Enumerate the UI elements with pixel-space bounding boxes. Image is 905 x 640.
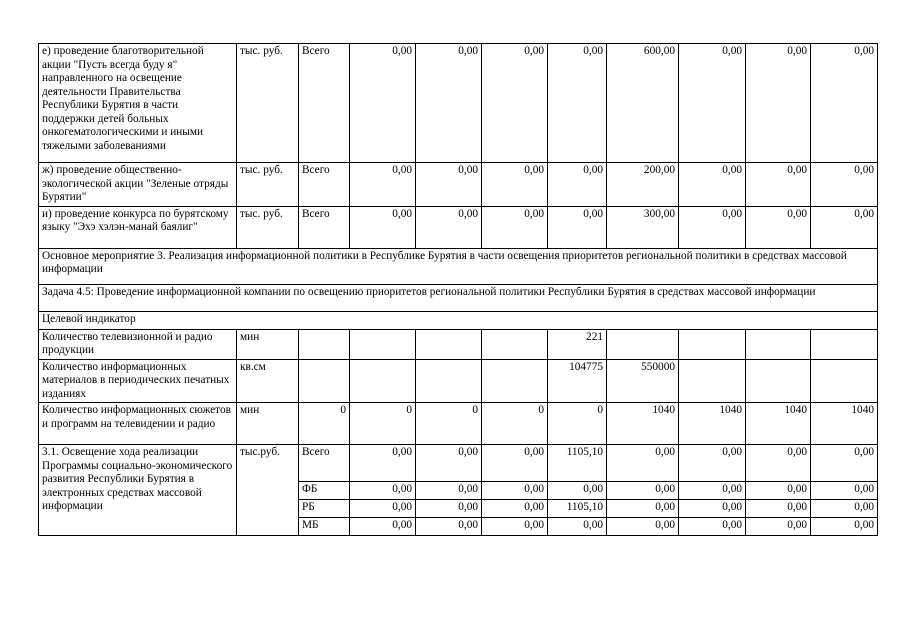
value-cell: 0,00 (746, 163, 811, 207)
measure-name: е) проведение благотворительной акции "Пусть всегда буду я" направленного на освещение деятельности Правительства Республики Бурятия в части поддержки детей больных онкогематологическими и иными тяжелыми заболеваниями (39, 44, 237, 163)
value-cell (679, 329, 746, 359)
value-cell: 0,00 (548, 163, 607, 207)
value-cell: 0,00 (482, 500, 548, 518)
value-cell: 0 (482, 403, 548, 445)
value-cell: 0,00 (811, 482, 878, 500)
value-cell: 0,00 (350, 44, 416, 163)
value-cell: 0,00 (811, 44, 878, 163)
value-cell: 0,00 (679, 163, 746, 207)
value-cell: 0,00 (482, 206, 548, 248)
value-cell: 0,00 (482, 518, 548, 536)
source-cell: ФБ (299, 482, 350, 500)
value-cell (350, 329, 416, 359)
value-cell: 0 (416, 403, 482, 445)
value-cell: 0,00 (548, 44, 607, 163)
value-cell: 0,00 (607, 482, 679, 500)
value-cell: 0,00 (746, 445, 811, 482)
value-cell: 1105,10 (548, 500, 607, 518)
indicator-name: Количество телевизионной и радио продукции (39, 329, 237, 359)
unit-cell: тыс. руб. (237, 44, 299, 163)
value-cell: 0,00 (811, 500, 878, 518)
source-cell: Всего (299, 163, 350, 207)
value-cell: 0,00 (482, 445, 548, 482)
value-cell (811, 329, 878, 359)
value-cell: 0,00 (350, 445, 416, 482)
value-cell: 0,00 (548, 518, 607, 536)
value-cell: 0 (299, 403, 350, 445)
unit-cell: тыс. руб. (237, 206, 299, 248)
value-cell (607, 329, 679, 359)
value-cell: 550000 (607, 359, 679, 403)
value-cell (299, 329, 350, 359)
value-cell: 600,00 (607, 44, 679, 163)
value-cell: 0,00 (416, 206, 482, 248)
value-cell: 0,00 (548, 206, 607, 248)
table-row (39, 329, 878, 359)
value-cell: 0,00 (811, 163, 878, 207)
value-cell: 1040 (607, 403, 679, 445)
value-cell: 0,00 (679, 482, 746, 500)
value-cell (416, 329, 482, 359)
source-cell: Всего (299, 206, 350, 248)
value-cell: 0,00 (350, 163, 416, 207)
value-cell: 1105,10 (548, 445, 607, 482)
value-cell: 0,00 (416, 163, 482, 207)
value-cell: 0,00 (607, 518, 679, 536)
section-row (39, 248, 878, 284)
value-cell (416, 359, 482, 403)
value-cell: 0,00 (746, 518, 811, 536)
value-cell: 221 (548, 329, 607, 359)
value-cell (350, 359, 416, 403)
value-cell (482, 329, 548, 359)
value-cell: 0,00 (811, 206, 878, 248)
value-cell: 0,00 (746, 482, 811, 500)
value-cell: 1040 (679, 403, 746, 445)
value-cell: 0,00 (350, 500, 416, 518)
value-cell: 0 (548, 403, 607, 445)
indicator-name: Количество информационных материалов в периодических печатных изданиях (39, 359, 237, 403)
value-cell: 0,00 (416, 518, 482, 536)
task-heading: Задача 4.5: Проведение информационной компании по освещению приоритетов региональной политики Республики Бурятия в средствах массовой информации (39, 284, 878, 311)
value-cell (482, 359, 548, 403)
measure-name: 3.1. Освещение хода реализации Программы социально-экономического развития Республики Бурятия в электронных средствах массовой информации (39, 445, 237, 536)
value-cell: 0,00 (679, 44, 746, 163)
value-cell: 300,00 (607, 206, 679, 248)
value-cell: 0,00 (746, 500, 811, 518)
unit-cell: мин (237, 329, 299, 359)
source-cell: МБ (299, 518, 350, 536)
value-cell: 0,00 (679, 206, 746, 248)
value-cell: 0,00 (482, 163, 548, 207)
value-cell (299, 359, 350, 403)
value-cell: 0,00 (350, 482, 416, 500)
value-cell: 0 (350, 403, 416, 445)
unit-cell: кв.см (237, 359, 299, 403)
table-row (39, 163, 878, 207)
value-cell: 0,00 (416, 482, 482, 500)
indicator-heading: Целевой индикатор (39, 311, 878, 329)
value-cell: 0,00 (811, 518, 878, 536)
value-cell: 1040 (746, 403, 811, 445)
task-row (39, 284, 878, 311)
indicator-name: Количество информационных сюжетов и программ на телевидении и радио (39, 403, 237, 445)
value-cell: 0,00 (607, 500, 679, 518)
value-cell: 104775 (548, 359, 607, 403)
value-cell (746, 329, 811, 359)
indicator-header-row (39, 311, 878, 329)
value-cell: 200,00 (607, 163, 679, 207)
value-cell: 0,00 (679, 445, 746, 482)
value-cell: 0,00 (607, 445, 679, 482)
value-cell: 0,00 (548, 482, 607, 500)
value-cell: 0,00 (482, 482, 548, 500)
table-row (39, 206, 878, 248)
measure-name: и) проведение конкурса по бурятскому языку "Эхэ хэлэн-манай баялиг" (39, 206, 237, 248)
value-cell: 0,00 (416, 44, 482, 163)
table-row (39, 403, 878, 445)
value-cell: 0,00 (350, 206, 416, 248)
budget-table (38, 43, 878, 536)
measure-name: ж) проведение общественно-экологической акции "Зеленые отряды Бурятии" (39, 163, 237, 207)
table-row (39, 359, 878, 403)
value-cell: 0,00 (811, 445, 878, 482)
unit-cell: мин (237, 403, 299, 445)
table-row (39, 445, 878, 482)
source-cell: РБ (299, 500, 350, 518)
value-cell: 0,00 (679, 500, 746, 518)
value-cell: 0,00 (746, 44, 811, 163)
value-cell: 0,00 (746, 206, 811, 248)
value-cell (679, 359, 746, 403)
value-cell: 0,00 (416, 445, 482, 482)
value-cell (746, 359, 811, 403)
section-heading: Основное мероприятие 3. Реализация информационной политики в Республике Бурятия в части освещения приоритетов региональной политики в средствах массовой информации (39, 248, 878, 284)
value-cell: 0,00 (679, 518, 746, 536)
source-cell: Всего (299, 445, 350, 482)
value-cell (811, 359, 878, 403)
unit-cell: тыс.руб. (237, 445, 299, 536)
value-cell: 0,00 (416, 500, 482, 518)
value-cell: 0,00 (482, 44, 548, 163)
table-row (39, 44, 878, 163)
source-cell: Всего (299, 44, 350, 163)
unit-cell: тыс. руб. (237, 163, 299, 207)
value-cell: 1040 (811, 403, 878, 445)
value-cell: 0,00 (350, 518, 416, 536)
